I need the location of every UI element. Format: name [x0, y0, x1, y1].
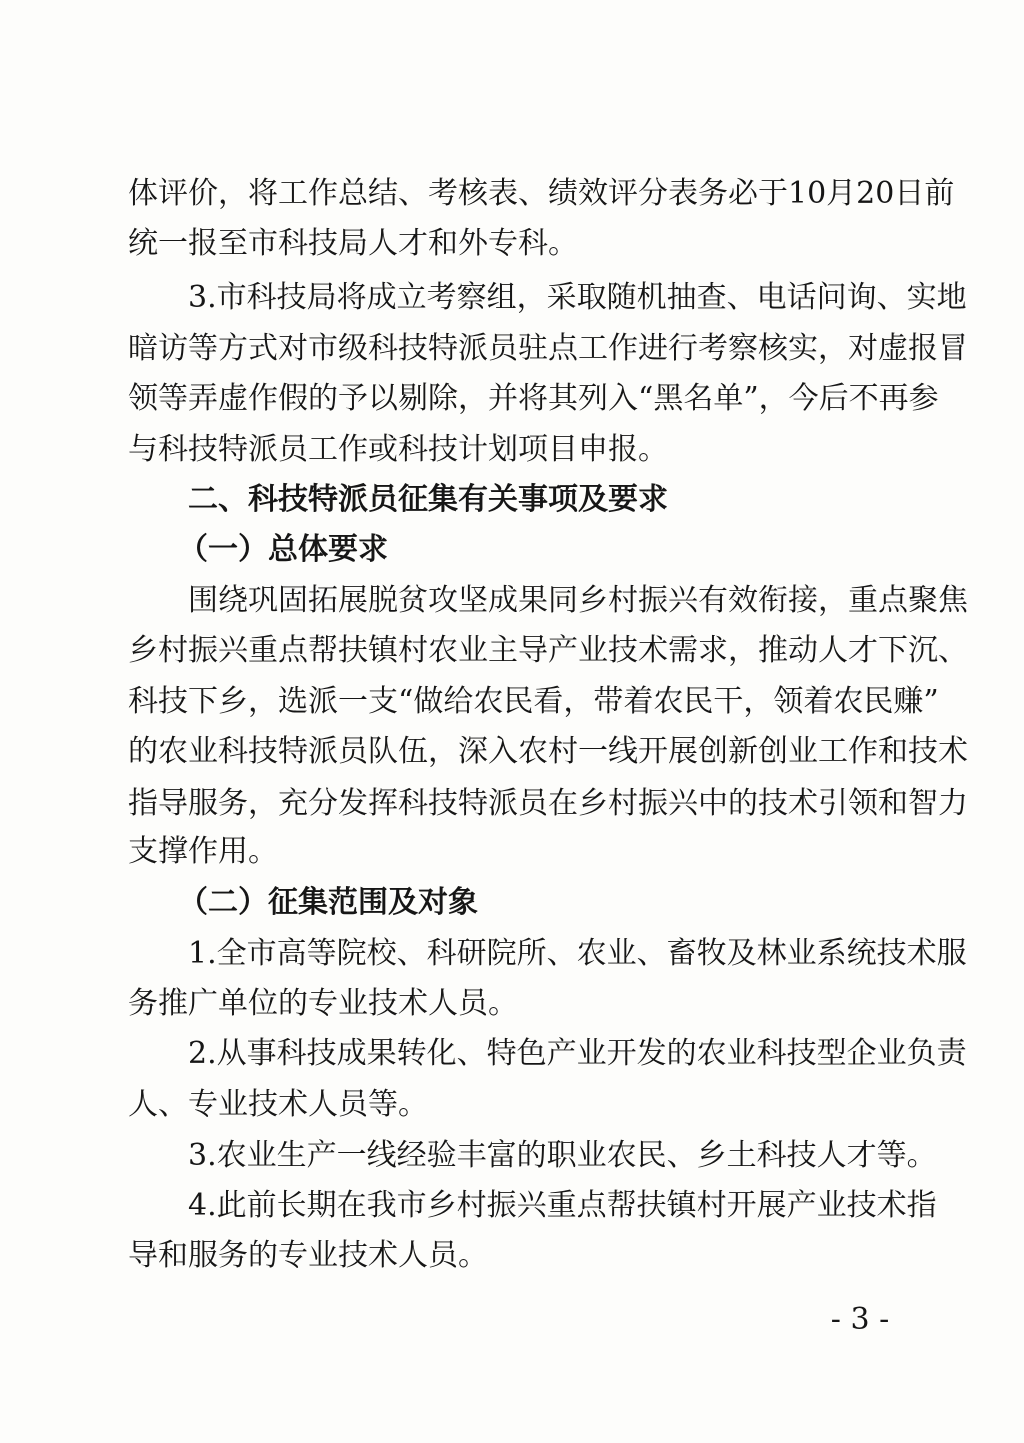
text-line: 的农业科技特派员队伍，深入农村一线开展创新创业工作和技术	[128, 734, 968, 769]
subsection-heading: （二）征集范围及对象	[178, 885, 478, 920]
text-line: 科技下乡，选派一支“做给农民看，带着农民干，领着农民赚”	[128, 684, 939, 719]
text-line: 围绕巩固拓展脱贫攻坚成果同乡村振兴有效衔接，重点聚焦	[188, 583, 968, 618]
section-heading: 二、科技特派员征集有关事项及要求	[188, 482, 668, 517]
text-line: 务推广单位的专业技术人员。	[128, 986, 518, 1021]
subsection-heading: （一）总体要求	[178, 532, 388, 567]
text-line: 1.全市高等院校、科研院所、农业、畜牧及林业系统技术服	[188, 936, 967, 971]
text-line: 体评价，将工作总结、考核表、绩效评分表务必于10月20日前	[128, 176, 955, 211]
text-line: 统一报至市科技局人才和外专科。	[128, 226, 578, 261]
text-line: 领等弄虚作假的予以剔除，并将其列入“黑名单”，今后不再参	[128, 381, 939, 416]
text-line: 导和服务的专业技术人员。	[128, 1238, 488, 1273]
page-number: - 3 -	[830, 1302, 890, 1337]
text-line: 3.农业生产一线经验丰富的职业农民、乡土科技人才等。	[188, 1138, 937, 1173]
text-line: 4.此前长期在我市乡村振兴重点帮扶镇村开展产业技术指	[188, 1188, 937, 1223]
text-line: 3.市科技局将成立考察组，采取随机抽查、电话问询、实地	[188, 280, 967, 315]
text-line: 支撑作用。	[128, 834, 278, 869]
text-line: 指导服务，充分发挥科技特派员在乡村振兴中的技术引领和智力	[128, 786, 968, 821]
text-line: 2.从事科技成果转化、特色产业开发的农业科技型企业负责	[188, 1036, 967, 1071]
text-line: 暗访等方式对市级科技特派员驻点工作进行考察核实，对虚报冒	[128, 331, 968, 366]
text-line: 与科技特派员工作或科技计划项目申报。	[128, 432, 668, 467]
text-line: 乡村振兴重点帮扶镇村农业主导产业技术需求，推动人才下沉、	[128, 633, 968, 668]
text-line: 人、专业技术人员等。	[128, 1087, 428, 1122]
